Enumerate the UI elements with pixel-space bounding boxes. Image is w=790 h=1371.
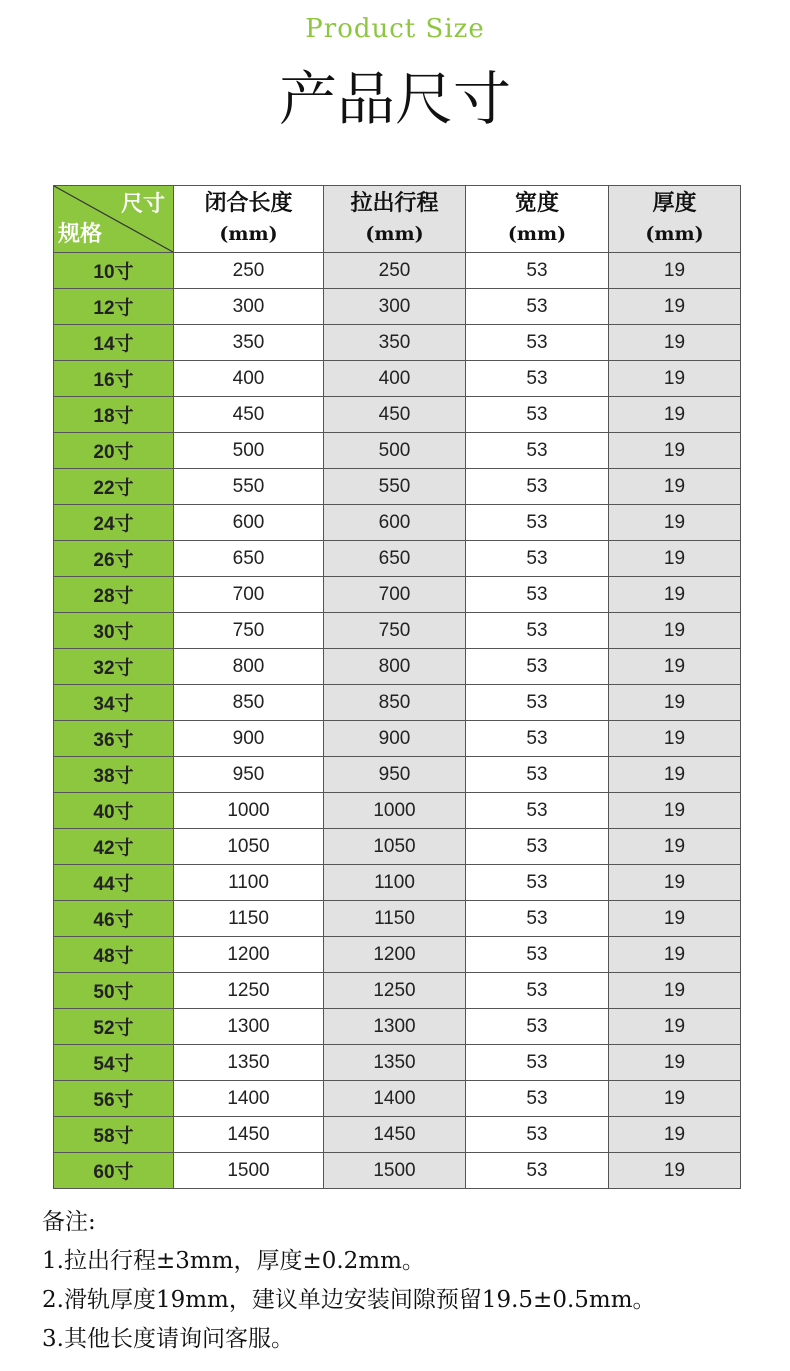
corner-label-size: 尺寸 <box>120 192 165 217</box>
width-cell: 53 <box>466 1117 609 1153</box>
width-cell: 53 <box>466 253 609 289</box>
thickness-cell: 19 <box>609 541 741 577</box>
spec-cell: 22寸 <box>54 469 174 505</box>
spec-cell: 24寸 <box>54 505 174 541</box>
thickness-cell: 19 <box>609 829 741 865</box>
note-item-2: 2.滑轨厚度19mm，建议单边安装间隙预留19.5±0.5mm。 <box>42 1287 656 1313</box>
spec-cell: 10寸 <box>54 253 174 289</box>
table-row <box>54 793 741 829</box>
thickness-cell: 19 <box>609 973 741 1009</box>
travel-cell: 1350 <box>324 1045 466 1081</box>
travel-cell: 1100 <box>324 865 466 901</box>
closed-length-cell: 300 <box>174 289 324 325</box>
closed-length-cell: 600 <box>174 505 324 541</box>
closed-length-cell: 1250 <box>174 973 324 1009</box>
width-cell: 53 <box>466 721 609 757</box>
spec-cell: 30寸 <box>54 613 174 649</box>
page-title: 产品尺寸 <box>278 65 511 133</box>
thickness-cell: 19 <box>609 289 741 325</box>
width-cell: 53 <box>466 1009 609 1045</box>
table-row <box>54 397 741 433</box>
page-subtitle: Product Size <box>305 14 485 44</box>
spec-cell: 50寸 <box>54 973 174 1009</box>
table-row <box>54 541 741 577</box>
closed-length-cell: 1150 <box>174 901 324 937</box>
thickness-cell: 19 <box>609 397 741 433</box>
width-cell: 53 <box>466 973 609 1009</box>
table-row <box>54 973 741 1009</box>
thickness-cell: 19 <box>609 757 741 793</box>
travel-cell: 700 <box>324 577 466 613</box>
width-cell: 53 <box>466 793 609 829</box>
table-row <box>54 1045 741 1081</box>
table-row <box>54 937 741 973</box>
travel-cell: 450 <box>324 397 466 433</box>
width-cell: 53 <box>466 1081 609 1117</box>
travel-cell: 850 <box>324 685 466 721</box>
travel-cell: 1050 <box>324 829 466 865</box>
width-cell: 53 <box>466 577 609 613</box>
note-item-1: 1.拉出行程±3mm，厚度±0.2mm。 <box>42 1248 425 1274</box>
corner-header-cell <box>54 186 174 253</box>
width-cell: 53 <box>466 397 609 433</box>
width-cell: 53 <box>466 505 609 541</box>
spec-cell: 54寸 <box>54 1045 174 1081</box>
travel-cell: 1250 <box>324 973 466 1009</box>
column-unit: (mm) <box>365 223 424 245</box>
table-row <box>54 1081 741 1117</box>
spec-cell: 12寸 <box>54 289 174 325</box>
spec-cell: 46寸 <box>54 901 174 937</box>
spec-cell: 34寸 <box>54 685 174 721</box>
spec-cell: 38寸 <box>54 757 174 793</box>
notes-heading: 备注: <box>42 1209 96 1235</box>
table-row <box>54 649 741 685</box>
closed-length-cell: 1100 <box>174 865 324 901</box>
thickness-cell: 19 <box>609 1153 741 1189</box>
column-unit: (mm) <box>645 223 704 245</box>
column-label: 拉出行程 <box>350 191 439 216</box>
spec-cell: 44寸 <box>54 865 174 901</box>
spec-cell: 42寸 <box>54 829 174 865</box>
table-row <box>54 361 741 397</box>
column-label: 闭合长度 <box>204 191 293 216</box>
travel-cell: 900 <box>324 721 466 757</box>
closed-length-cell: 450 <box>174 397 324 433</box>
spec-cell: 32寸 <box>54 649 174 685</box>
table-row <box>54 325 741 361</box>
table-row <box>54 829 741 865</box>
thickness-cell: 19 <box>609 505 741 541</box>
corner-label-spec: 规格 <box>58 222 103 247</box>
travel-cell: 550 <box>324 469 466 505</box>
travel-cell: 300 <box>324 289 466 325</box>
thickness-cell: 19 <box>609 649 741 685</box>
table-row <box>54 469 741 505</box>
thickness-cell: 19 <box>609 361 741 397</box>
table-row <box>54 685 741 721</box>
spec-cell: 56寸 <box>54 1081 174 1117</box>
closed-length-cell: 1450 <box>174 1117 324 1153</box>
thickness-cell: 19 <box>609 325 741 361</box>
width-cell: 53 <box>466 901 609 937</box>
table-row <box>54 901 741 937</box>
thickness-cell: 19 <box>609 253 741 289</box>
spec-cell: 36寸 <box>54 721 174 757</box>
thickness-cell: 19 <box>609 1009 741 1045</box>
table-row <box>54 757 741 793</box>
thickness-cell: 19 <box>609 901 741 937</box>
closed-length-cell: 400 <box>174 361 324 397</box>
thickness-cell: 19 <box>609 1081 741 1117</box>
table-body <box>54 253 741 1189</box>
width-cell: 53 <box>466 1045 609 1081</box>
table-row <box>54 721 741 757</box>
travel-cell: 1300 <box>324 1009 466 1045</box>
width-cell: 53 <box>466 361 609 397</box>
travel-cell: 500 <box>324 433 466 469</box>
table-row <box>54 613 741 649</box>
thickness-cell: 19 <box>609 469 741 505</box>
table-row <box>54 289 741 325</box>
closed-length-cell: 500 <box>174 433 324 469</box>
spec-cell: 26寸 <box>54 541 174 577</box>
spec-cell: 58寸 <box>54 1117 174 1153</box>
travel-cell: 1400 <box>324 1081 466 1117</box>
table-row <box>54 505 741 541</box>
width-cell: 53 <box>466 289 609 325</box>
table-row <box>54 1117 741 1153</box>
closed-length-cell: 350 <box>174 325 324 361</box>
note-item-3: 3.其他长度请询问客服。 <box>42 1326 294 1352</box>
thickness-cell: 19 <box>609 1117 741 1153</box>
travel-cell: 1500 <box>324 1153 466 1189</box>
closed-length-cell: 1300 <box>174 1009 324 1045</box>
closed-length-cell: 1350 <box>174 1045 324 1081</box>
table-row <box>54 1153 741 1189</box>
table-header-row <box>54 186 741 253</box>
column-label: 厚度 <box>652 191 697 216</box>
width-cell: 53 <box>466 541 609 577</box>
travel-cell: 250 <box>324 253 466 289</box>
table-row <box>54 577 741 613</box>
width-cell: 53 <box>466 325 609 361</box>
thickness-cell: 19 <box>609 1045 741 1081</box>
spec-cell: 28寸 <box>54 577 174 613</box>
closed-length-cell: 850 <box>174 685 324 721</box>
travel-cell: 400 <box>324 361 466 397</box>
closed-length-cell: 1000 <box>174 793 324 829</box>
closed-length-cell: 750 <box>174 613 324 649</box>
spec-cell: 40寸 <box>54 793 174 829</box>
column-label: 宽度 <box>514 191 559 216</box>
thickness-cell: 19 <box>609 865 741 901</box>
closed-length-cell: 950 <box>174 757 324 793</box>
closed-length-cell: 1400 <box>174 1081 324 1117</box>
width-cell: 53 <box>466 433 609 469</box>
table-row <box>54 865 741 901</box>
table-row <box>54 253 741 289</box>
thickness-cell: 19 <box>609 721 741 757</box>
column-header-width <box>466 186 609 253</box>
thickness-cell: 19 <box>609 937 741 973</box>
travel-cell: 1450 <box>324 1117 466 1153</box>
travel-cell: 350 <box>324 325 466 361</box>
closed-length-cell: 1500 <box>174 1153 324 1189</box>
closed-length-cell: 900 <box>174 721 324 757</box>
spec-cell: 48寸 <box>54 937 174 973</box>
spec-cell: 14寸 <box>54 325 174 361</box>
spec-cell: 16寸 <box>54 361 174 397</box>
width-cell: 53 <box>466 649 609 685</box>
column-unit: (mm) <box>507 223 567 245</box>
closed-length-cell: 250 <box>174 253 324 289</box>
thickness-cell: 19 <box>609 433 741 469</box>
width-cell: 53 <box>466 829 609 865</box>
spec-cell: 60寸 <box>54 1153 174 1189</box>
closed-length-cell: 1050 <box>174 829 324 865</box>
thickness-cell: 19 <box>609 793 741 829</box>
spec-cell: 20寸 <box>54 433 174 469</box>
width-cell: 53 <box>466 613 609 649</box>
closed-length-cell: 700 <box>174 577 324 613</box>
width-cell: 53 <box>466 757 609 793</box>
column-header-thickness <box>609 186 741 253</box>
notes-section <box>42 1203 782 1359</box>
travel-cell: 1000 <box>324 793 466 829</box>
size-table <box>53 185 741 1189</box>
closed-length-cell: 1200 <box>174 937 324 973</box>
closed-length-cell: 800 <box>174 649 324 685</box>
travel-cell: 750 <box>324 613 466 649</box>
travel-cell: 650 <box>324 541 466 577</box>
width-cell: 53 <box>466 1153 609 1189</box>
thickness-cell: 19 <box>609 613 741 649</box>
width-cell: 53 <box>466 865 609 901</box>
travel-cell: 600 <box>324 505 466 541</box>
width-cell: 53 <box>466 685 609 721</box>
width-cell: 53 <box>466 469 609 505</box>
travel-cell: 1200 <box>324 937 466 973</box>
spec-cell: 18寸 <box>54 397 174 433</box>
table-row <box>54 1009 741 1045</box>
column-header-travel <box>324 186 466 253</box>
column-unit: (mm) <box>219 223 278 245</box>
closed-length-cell: 550 <box>174 469 324 505</box>
closed-length-cell: 650 <box>174 541 324 577</box>
travel-cell: 1150 <box>324 901 466 937</box>
width-cell: 53 <box>466 937 609 973</box>
thickness-cell: 19 <box>609 577 741 613</box>
travel-cell: 950 <box>324 757 466 793</box>
page-header <box>0 0 790 180</box>
spec-cell: 52寸 <box>54 1009 174 1045</box>
travel-cell: 800 <box>324 649 466 685</box>
column-header-closed-length <box>174 186 324 253</box>
table-row <box>54 433 741 469</box>
thickness-cell: 19 <box>609 685 741 721</box>
